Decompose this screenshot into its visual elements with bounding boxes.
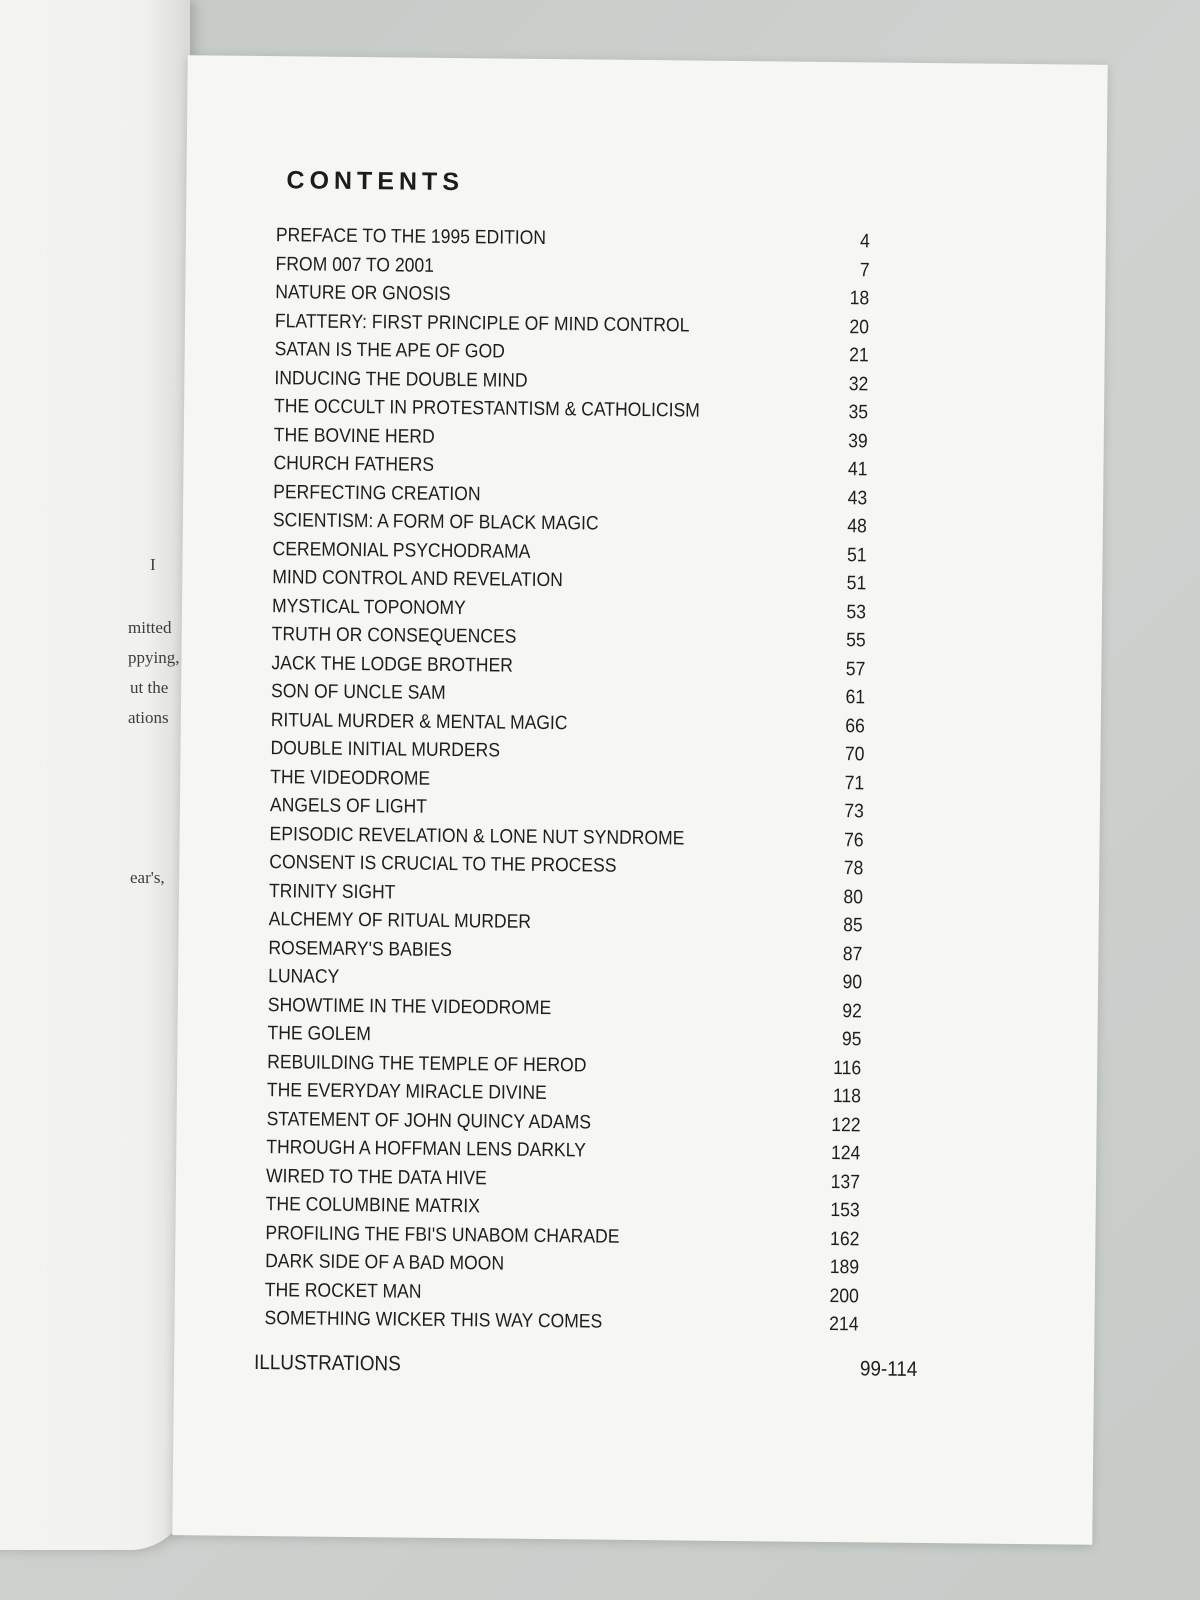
contents-heading: CONTENTS [286, 166, 465, 197]
toc-entry-page: 41 [847, 458, 868, 481]
toc-entry-page: 87 [842, 942, 863, 965]
toc-entry-page: 57 [845, 657, 866, 680]
toc-entry-page: 70 [844, 743, 865, 766]
illustrations-title: ILLUSTRATIONS [253, 1350, 401, 1376]
toc-entry-title: FLATTERY: FIRST PRINCIPLE OF MIND CONTROL [274, 309, 690, 336]
toc-entry-title: ROSEMARY'S BABIES [268, 936, 453, 961]
toc-entry-page: 53 [846, 600, 867, 623]
toc-entry-title: PREFACE TO THE 1995 EDITION [275, 224, 547, 249]
toc-entry-title: LUNACY [268, 965, 340, 988]
toc-entry-page: 21 [849, 344, 869, 367]
toc-entry-title: INDUCING THE DOUBLE MIND [274, 366, 528, 392]
toc-entry-title: DOUBLE INITIAL MURDERS [270, 737, 501, 762]
toc-entry-title: THE ROCKET MAN [264, 1278, 422, 1303]
toc-entry-page: 4 [859, 230, 870, 253]
toc-entry-title: CONSENT IS CRUCIAL TO THE PROCESS [269, 851, 617, 877]
toc-entry-title: SCIENTISM: A FORM OF BLACK MAGIC [272, 509, 599, 535]
toc-entry-title: SON OF UNCLE SAM [271, 680, 446, 704]
toc-entry-page: 39 [848, 429, 868, 452]
toc-entry-title: NATURE OR GNOSIS [275, 281, 451, 305]
toc-entry-title: TRINITY SIGHT [268, 879, 396, 903]
toc-entry-title: SHOWTIME IN THE VIDEODROME [267, 993, 552, 1019]
toc-entry-page: 214 [829, 1313, 859, 1336]
toc-entry-page: 92 [842, 999, 862, 1022]
toc-entry-page: 162 [830, 1227, 860, 1250]
toc-entry-title: REBUILDING THE TEMPLE OF HEROD [267, 1050, 587, 1076]
toc-entry-title: JACK THE LODGE BROTHER [271, 651, 514, 677]
left-page-text-fragment: ppying, [128, 648, 180, 667]
toc-entry-title: THE GOLEM [267, 1022, 372, 1046]
toc-entry-title: SOMETHING WICKER THIS WAY COMES [264, 1307, 603, 1333]
toc-entry-page: 137 [830, 1170, 861, 1193]
toc-entry-page: 95 [841, 1028, 862, 1051]
toc-entry-title: CHURCH FATHERS [273, 452, 435, 476]
toc-entry-title: ANGELS OF LIGHT [269, 794, 428, 818]
left-page-text-fragment: I [150, 555, 156, 574]
toc-entry-title: THROUGH A HOFFMAN LENS DARKLY [266, 1136, 586, 1162]
toc-entry-page: 71 [844, 771, 865, 794]
toc-entry-page: 118 [832, 1085, 862, 1108]
toc-entry-page: 35 [848, 401, 869, 424]
toc-entry-page: 73 [844, 800, 865, 823]
illustrations-page: 99-114 [859, 1357, 918, 1381]
toc-entry-title: RITUAL MURDER & MENTAL MAGIC [270, 708, 568, 734]
toc-entry-page: 200 [829, 1284, 859, 1307]
toc-entry-page: 124 [830, 1142, 861, 1165]
toc-entry-page: 90 [842, 971, 863, 994]
toc-entry-title: THE COLUMBINE MATRIX [265, 1193, 481, 1218]
toc-entry-page: 189 [829, 1256, 860, 1279]
toc-entry-page: 80 [843, 885, 864, 908]
toc-entry-page: 51 [846, 572, 867, 595]
toc-entry-title: STATEMENT OF JOHN QUINCY ADAMS [266, 1107, 592, 1134]
toc-entry-title: CEREMONIAL PSYCHODRAMA [272, 537, 531, 563]
toc-entry-page: 7 [859, 258, 870, 281]
toc-entry-title: ALCHEMY OF RITUAL MURDER [268, 908, 532, 933]
illustrations-entry [254, 1351, 918, 1382]
left-page-text-fragment: ear's, [130, 868, 165, 887]
toc-entry-title: DARK SIDE OF A BAD MOON [265, 1250, 505, 1275]
toc-entry-page: 66 [845, 714, 865, 737]
toc-entry-page: 61 [845, 686, 866, 709]
left-page-text-fragment: ut the [130, 678, 169, 697]
toc-entry-page: 55 [846, 629, 866, 652]
toc-entry-title: FROM 007 TO 2001 [275, 252, 435, 277]
toc-entry-page: 32 [848, 372, 869, 395]
toc-entry-page: 18 [849, 287, 870, 310]
toc-entry-title: THE EVERYDAY MIRACLE DIVINE [266, 1079, 547, 1105]
toc-entry-page: 78 [843, 857, 864, 880]
toc-entry-title: THE BOVINE HERD [273, 423, 435, 448]
left-page-text-fragment: mitted [128, 618, 172, 637]
toc-entry-title: THE VIDEODROME [270, 765, 431, 790]
toc-entry-page: 20 [849, 315, 870, 338]
toc-entry-page: 116 [833, 1056, 862, 1079]
toc-entry-title: SATAN IS THE APE OF GOD [274, 338, 505, 363]
book-page [172, 55, 1107, 1545]
toc-entry-title: WIRED TO THE DATA HIVE [265, 1164, 487, 1189]
toc-entry-page: 153 [830, 1199, 860, 1222]
toc-entry-page: 85 [843, 914, 863, 937]
toc-entry-title: THE OCCULT IN PROTESTANTISM & CATHOLICISM [273, 395, 700, 422]
toc-entry-title: MIND CONTROL AND REVELATION [272, 566, 564, 592]
toc-entry-page: 76 [843, 828, 864, 851]
toc-entry-title: TRUTH OR CONSEQUENCES [271, 623, 517, 648]
toc-entry-page: 48 [847, 515, 867, 538]
toc-entry-page: 122 [831, 1113, 861, 1136]
left-page-text-fragment: ations [128, 708, 169, 727]
toc-entry-page: 43 [847, 486, 868, 509]
toc-entry-title: PERFECTING CREATION [273, 480, 481, 505]
left-page [0, 0, 190, 1550]
toc-entry-page: 51 [846, 543, 867, 566]
toc-entry-title: EPISODIC REVELATION & LONE NUT SYNDROME [269, 822, 685, 849]
toc-entry [264, 1307, 858, 1342]
table-of-contents [264, 224, 936, 1342]
toc-entry-title: PROFILING THE FBI'S UNABOM CHARADE [265, 1221, 620, 1248]
toc-entry-title: MYSTICAL TOPONOMY [271, 594, 466, 619]
